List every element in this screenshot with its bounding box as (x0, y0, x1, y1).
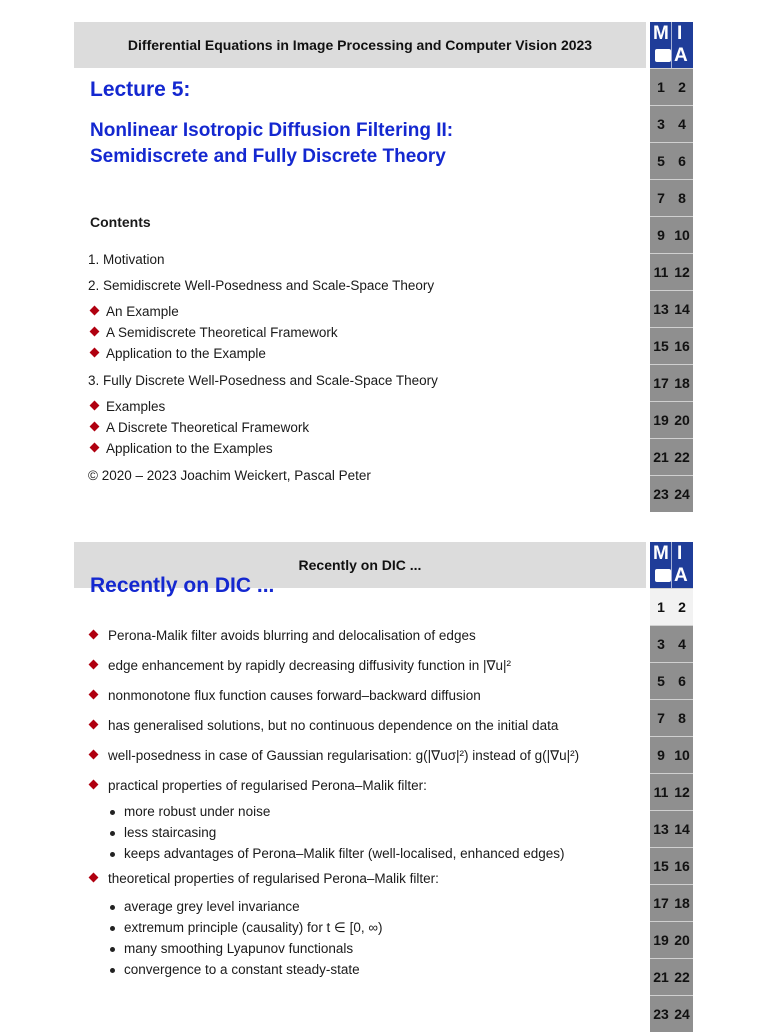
lecture-label: Lecture 5: (90, 78, 191, 101)
nav-row[interactable]: 17 18 (650, 884, 693, 921)
toc-subitem[interactable]: Examples (88, 397, 438, 418)
slide-title: Recently on DIC ... (90, 574, 275, 597)
nav-row[interactable]: 5 6 (650, 142, 693, 179)
nav-row[interactable]: 3 4 (650, 105, 693, 142)
nav-row[interactable]: 17 18 (650, 364, 693, 401)
nav-row[interactable]: 19 20 (650, 921, 693, 958)
bullet-item: Perona-Malik filter avoids blurring and delocalisation of edges (88, 626, 633, 656)
nav-row[interactable]: 15 16 (650, 847, 693, 884)
bullet-item: edge enhancement by rapidly decreasing diffusivity function in |∇u|² (88, 656, 633, 686)
toc-item[interactable]: 2. Semidiscrete Well-Posedness and Scale-Space Theory (88, 278, 435, 293)
nav-row[interactable]: 7 8 (650, 699, 693, 736)
table-of-contents (88, 250, 438, 460)
mia-logo[interactable]: M I A (650, 542, 693, 588)
nav-row[interactable]: 9 10 (650, 736, 693, 773)
nav-row[interactable]: 23 24 (650, 475, 693, 512)
sub-bullet-item: less staircasing (88, 823, 633, 844)
nav-row[interactable]: 11 12 (650, 773, 693, 810)
sub-bullet-item: convergence to a constant steady-state (88, 960, 633, 981)
toc-subitem[interactable]: A Semidiscrete Theoretical Framework (88, 323, 438, 344)
nav-row[interactable]: 13 14 (650, 810, 693, 847)
mia-logo[interactable]: M I A (650, 22, 693, 68)
nav-row[interactable]: 21 22 (650, 958, 693, 995)
nav-row[interactable]: 9 10 (650, 216, 693, 253)
lecture-title: Nonlinear Isotropic Diffusion Filtering II: Semidiscrete and Fully Discrete Theory (90, 120, 454, 167)
contents-heading: Contents (90, 214, 151, 230)
slide-header: Recently on DIC ... (74, 542, 646, 588)
sub-bullet-item: many smoothing Lyapunov functionals (88, 939, 633, 960)
nav-row[interactable]: 3 4 (650, 625, 693, 662)
nav-panel (650, 542, 693, 1032)
bullet-list (88, 626, 633, 981)
nav-panel (650, 22, 693, 512)
copyright-notice: © 2020 – 2023 Joachim Weickert, Pascal Peter (88, 468, 371, 483)
bullet-item: well-posedness in case of Gaussian regularisation: g(|∇uσ|²) instead of g(|∇u|²) (88, 746, 633, 776)
toc-subitem[interactable]: Application to the Examples (88, 439, 438, 460)
bullet-item: has generalised solutions, but no continuous dependence on the initial data (88, 716, 633, 746)
nav-row[interactable]: 7 8 (650, 179, 693, 216)
slide-header: Differential Equations in Image Processing and Computer Vision 2023 (74, 22, 646, 68)
toc-subitem[interactable]: Application to the Example (88, 344, 438, 365)
bullet-item: theoretical properties of regularised Perona–Malik filter: (88, 869, 633, 897)
crest-icon (655, 569, 671, 582)
sub-bullet-item: average grey level invariance (88, 897, 633, 918)
nav-row[interactable]: 21 22 (650, 438, 693, 475)
sub-bullet-item: extremum principle (causality) for t ∈ [0, ∞) (88, 918, 633, 939)
nav-row[interactable]: 15 16 (650, 327, 693, 364)
toc-item[interactable]: 1. Motivation (88, 252, 165, 267)
toc-item[interactable]: 3. Fully Discrete Well-Posedness and Scale-Space Theory (88, 373, 438, 388)
nav-row[interactable]: 1 2 (650, 68, 693, 105)
toc-subitem[interactable]: A Discrete Theoretical Framework (88, 418, 438, 439)
nav-row[interactable]: 19 20 (650, 401, 693, 438)
nav-row-active[interactable]: 1 2 (650, 588, 693, 625)
crest-icon (655, 49, 671, 62)
bullet-item: nonmonotone flux function causes forward–backward diffusion (88, 686, 633, 716)
nav-row[interactable]: 11 12 (650, 253, 693, 290)
sub-bullet-item: keeps advantages of Perona–Malik filter (well-localised, enhanced edges) (88, 844, 633, 865)
toc-subitem[interactable]: An Example (88, 302, 438, 323)
slide-lecture-title (0, 0, 768, 500)
nav-row[interactable]: 13 14 (650, 290, 693, 327)
sub-bullet-item: more robust under noise (88, 802, 633, 823)
nav-row[interactable]: 5 6 (650, 662, 693, 699)
nav-row[interactable]: 23 24 (650, 995, 693, 1032)
bullet-item: practical properties of regularised Perona–Malik filter: (88, 776, 633, 802)
